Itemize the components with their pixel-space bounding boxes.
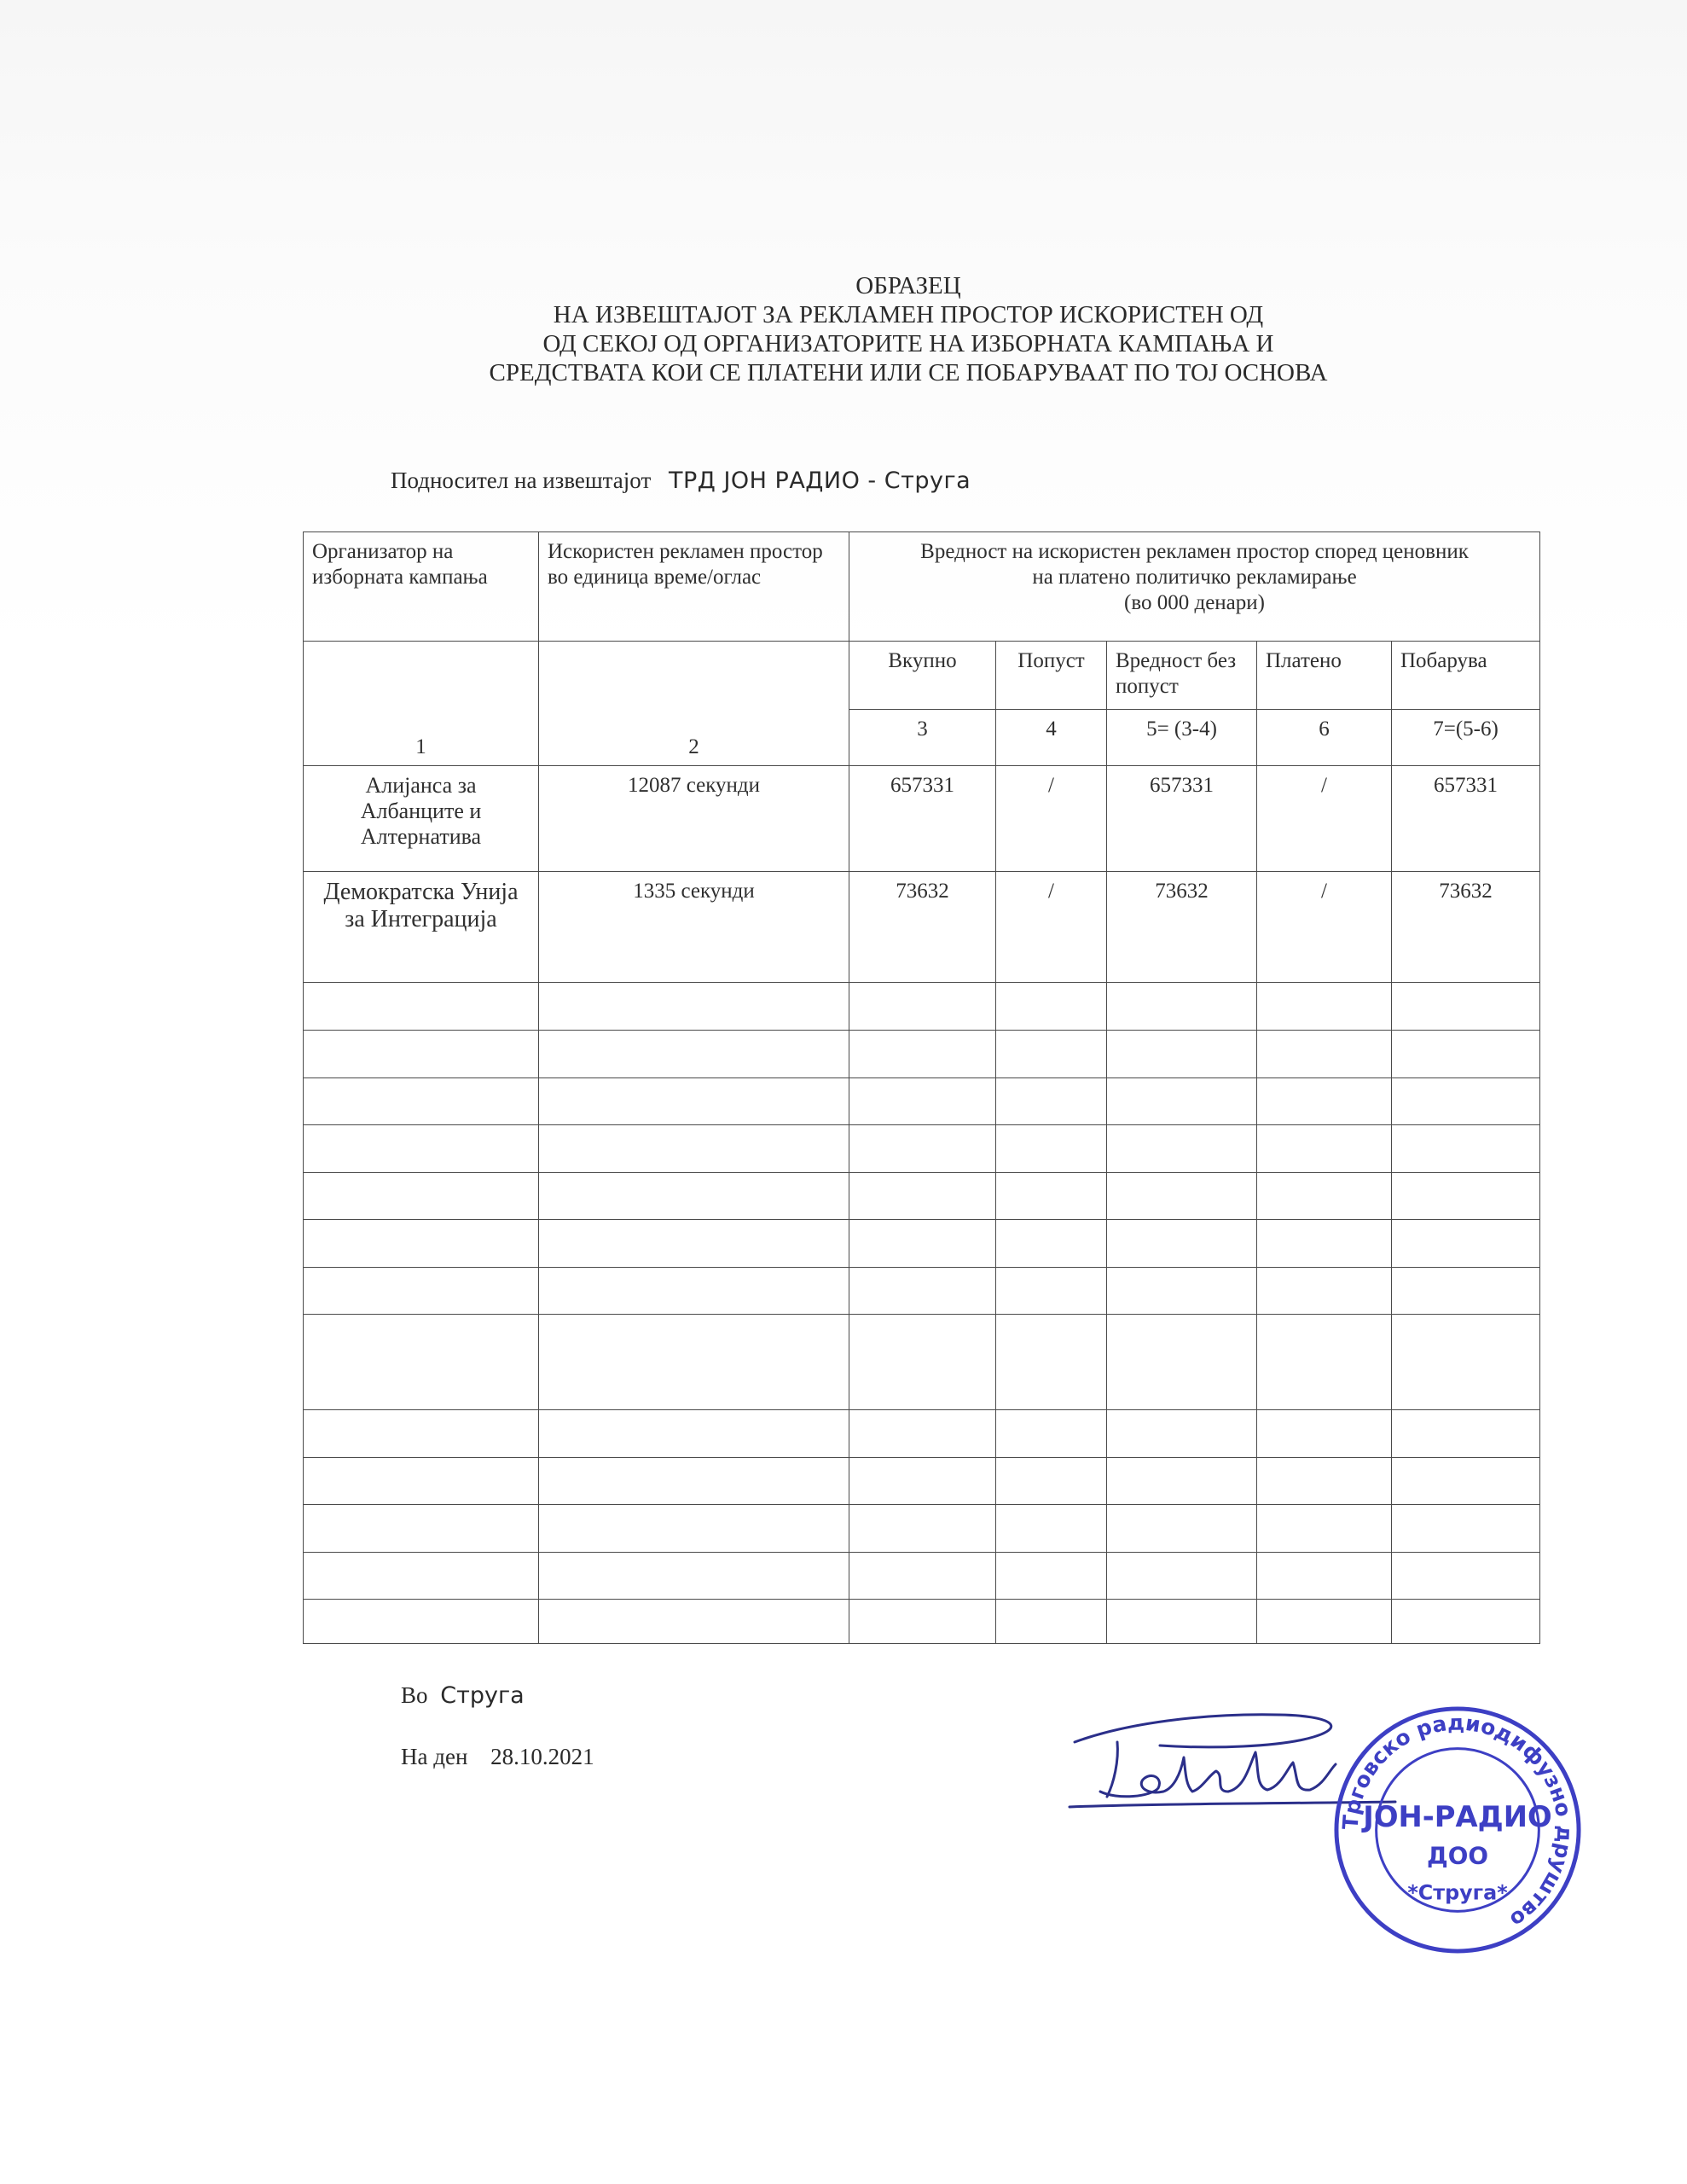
report-table: [303, 531, 1540, 1644]
row-total: 657331: [849, 766, 996, 872]
row-discount: /: [996, 872, 1107, 983]
place-value: Струга: [440, 1682, 525, 1709]
empty-row: [304, 1220, 1540, 1268]
subheader-total: Вкупно: [849, 642, 996, 710]
subheader-paid: Платено: [1257, 642, 1392, 710]
row-value-no-discount: 73632: [1107, 872, 1257, 983]
stamp-center-text: ЈОН-РАДИО: [1363, 1800, 1552, 1834]
place-label: Во: [401, 1682, 428, 1708]
col-number-7: 7=(5-6): [1392, 710, 1540, 766]
row-owed: 73632: [1392, 872, 1540, 983]
submitter-label: Подносител на извештајот: [391, 468, 652, 493]
header-organizer: Организатор на изборната кампања: [304, 532, 539, 642]
group-header-line-2: на платено политичко рекламирање: [1032, 566, 1357, 589]
empty-row: [304, 1268, 1540, 1315]
empty-row: [304, 1031, 1540, 1078]
empty-row: [304, 1553, 1540, 1600]
row-owed: 657331: [1392, 766, 1540, 872]
title-line-2: НА ИЗВЕШТАЈОТ ЗА РЕКЛАМЕН ПРОСТОР ИСКОРИСТЕН ОД: [553, 301, 1264, 328]
subheader-discount: Попуст: [996, 642, 1107, 710]
empty-row: [304, 1410, 1540, 1458]
row-space: 12087 секунди: [539, 766, 849, 872]
company-stamp: [1330, 1703, 1585, 1957]
empty-row: [304, 1600, 1540, 1644]
group-header-line-1: Вредност на искористен рекламен простор според ценовник: [920, 540, 1469, 563]
title-line-4: СРЕДСТВАТА КОИ СЕ ПЛАТЕНИ ИЛИ СЕ ПОБАРУВААТ ПО ТОЈ ОСНОВА: [489, 359, 1328, 386]
empty-row: [304, 1078, 1540, 1125]
empty-row: [304, 1315, 1540, 1410]
row-paid: /: [1257, 766, 1392, 872]
col-number-6: 6: [1257, 710, 1392, 766]
title-line-1: ОБРАЗЕЦ: [855, 272, 961, 299]
col-number-2: 2: [539, 642, 849, 766]
row-discount: /: [996, 766, 1107, 872]
header-row: [304, 532, 1540, 642]
stamp-bottom-text: *Струга*: [1407, 1880, 1508, 1905]
header-space: Искористен рекламен простор во единица време/оглас: [539, 532, 849, 642]
date-line: [401, 1744, 594, 1770]
col-number-4: 4: [996, 710, 1107, 766]
col-number-3: 3: [849, 710, 996, 766]
row-value-no-discount: 657331: [1107, 766, 1257, 872]
subheader-value-no-discount: Вредност без попуст: [1107, 642, 1257, 710]
empty-row: [304, 1458, 1540, 1505]
row-paid: /: [1257, 872, 1392, 983]
stamp-sub-text: ДОО: [1426, 1841, 1489, 1870]
submitter-line: [391, 468, 971, 494]
empty-row: [304, 1505, 1540, 1553]
stamp-outer-text: Трговско радиодифузно друштво: [1337, 1710, 1578, 1933]
row-space: 1335 секунди: [539, 872, 849, 983]
date-label: На ден: [401, 1744, 468, 1769]
col-number-5: 5= (3-4): [1107, 710, 1257, 766]
row-total: 73632: [849, 872, 996, 983]
table-row: [304, 766, 1540, 872]
place-line: [401, 1682, 525, 1709]
empty-row: [304, 1173, 1540, 1220]
header-value-group: [849, 532, 1540, 642]
row-organizer: Демократска Унија за Интеграција: [304, 872, 539, 983]
date-value: 28.10.2021: [490, 1744, 594, 1769]
title-line-3: ОД СЕКОЈ ОД ОРГАНИЗАТОРИТЕ НА ИЗБОРНАТА КАМПАЊА И: [542, 330, 1274, 357]
submitter-value: ТРД ЈОН РАДИО - Струга: [669, 468, 971, 494]
row-organizer: Алијанса за Албанците и Алтернатива: [304, 766, 539, 872]
empty-row: [304, 1125, 1540, 1173]
table-row: [304, 872, 1540, 983]
col-number-1: 1: [304, 642, 539, 766]
group-header-line-3: (во 000 денари): [1124, 591, 1265, 614]
subheader-row: [304, 642, 1540, 710]
document-title: [341, 271, 1475, 387]
subheader-owed: Побарува: [1392, 642, 1540, 710]
empty-row: [304, 983, 1540, 1031]
